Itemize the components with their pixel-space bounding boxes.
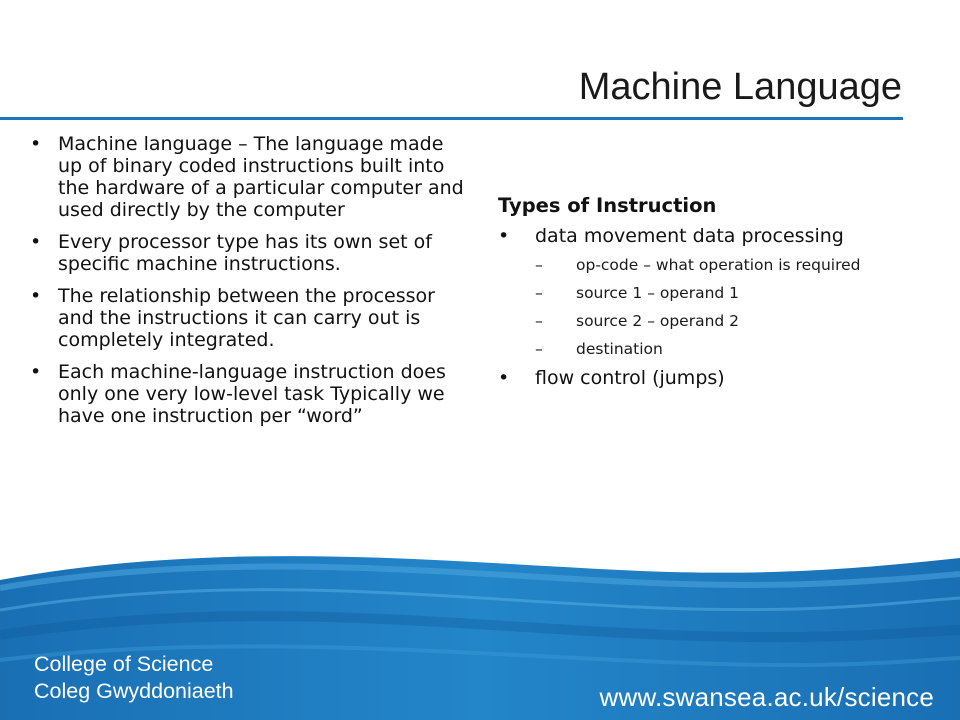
bullet-low-level-task: • Each machine-language instruction does only one very low-level task Typically we have one instruction per “word”	[28, 361, 468, 427]
title-underline	[0, 117, 903, 120]
right-bullet-list	[498, 225, 918, 389]
left-bullet-list	[28, 133, 468, 427]
bullet-machine-language-definition: • Machine language – The language made up of binary coded instructions built into the hardware of a particular computer and used directly by the computer	[28, 133, 468, 221]
right-column	[498, 194, 918, 395]
sub-item-source-2: – source 2 – operand 2	[535, 311, 918, 331]
left-column	[28, 133, 468, 437]
slide-title: Machine Language	[578, 66, 902, 108]
college-name-english: College of Science	[34, 652, 214, 676]
sub-item-destination: – destination	[535, 339, 918, 359]
sub-item-op-code: – op-code – what operation is required	[535, 255, 918, 275]
instruction-parts-list	[535, 255, 918, 359]
bullet-data-movement-label: data movement data processing	[535, 225, 844, 247]
bullet-processor-relationship: • The relationship between the processor and the instructions it can carry out is completely integrated.	[28, 285, 468, 351]
bullet-flow-control: • flow control (jumps)	[498, 367, 918, 389]
sub-item-source-1: – source 1 – operand 1	[535, 283, 918, 303]
bullet-processor-instruction-set: • Every processor type has its own set of specific machine instructions.	[28, 231, 468, 275]
types-of-instruction-heading: Types of Instruction	[498, 194, 717, 217]
college-name-welsh: Coleg Gwyddoniaeth	[34, 679, 234, 703]
footer-website-link[interactable]: www.swansea.ac.uk/science	[599, 682, 934, 712]
bullet-data-movement	[498, 225, 918, 359]
